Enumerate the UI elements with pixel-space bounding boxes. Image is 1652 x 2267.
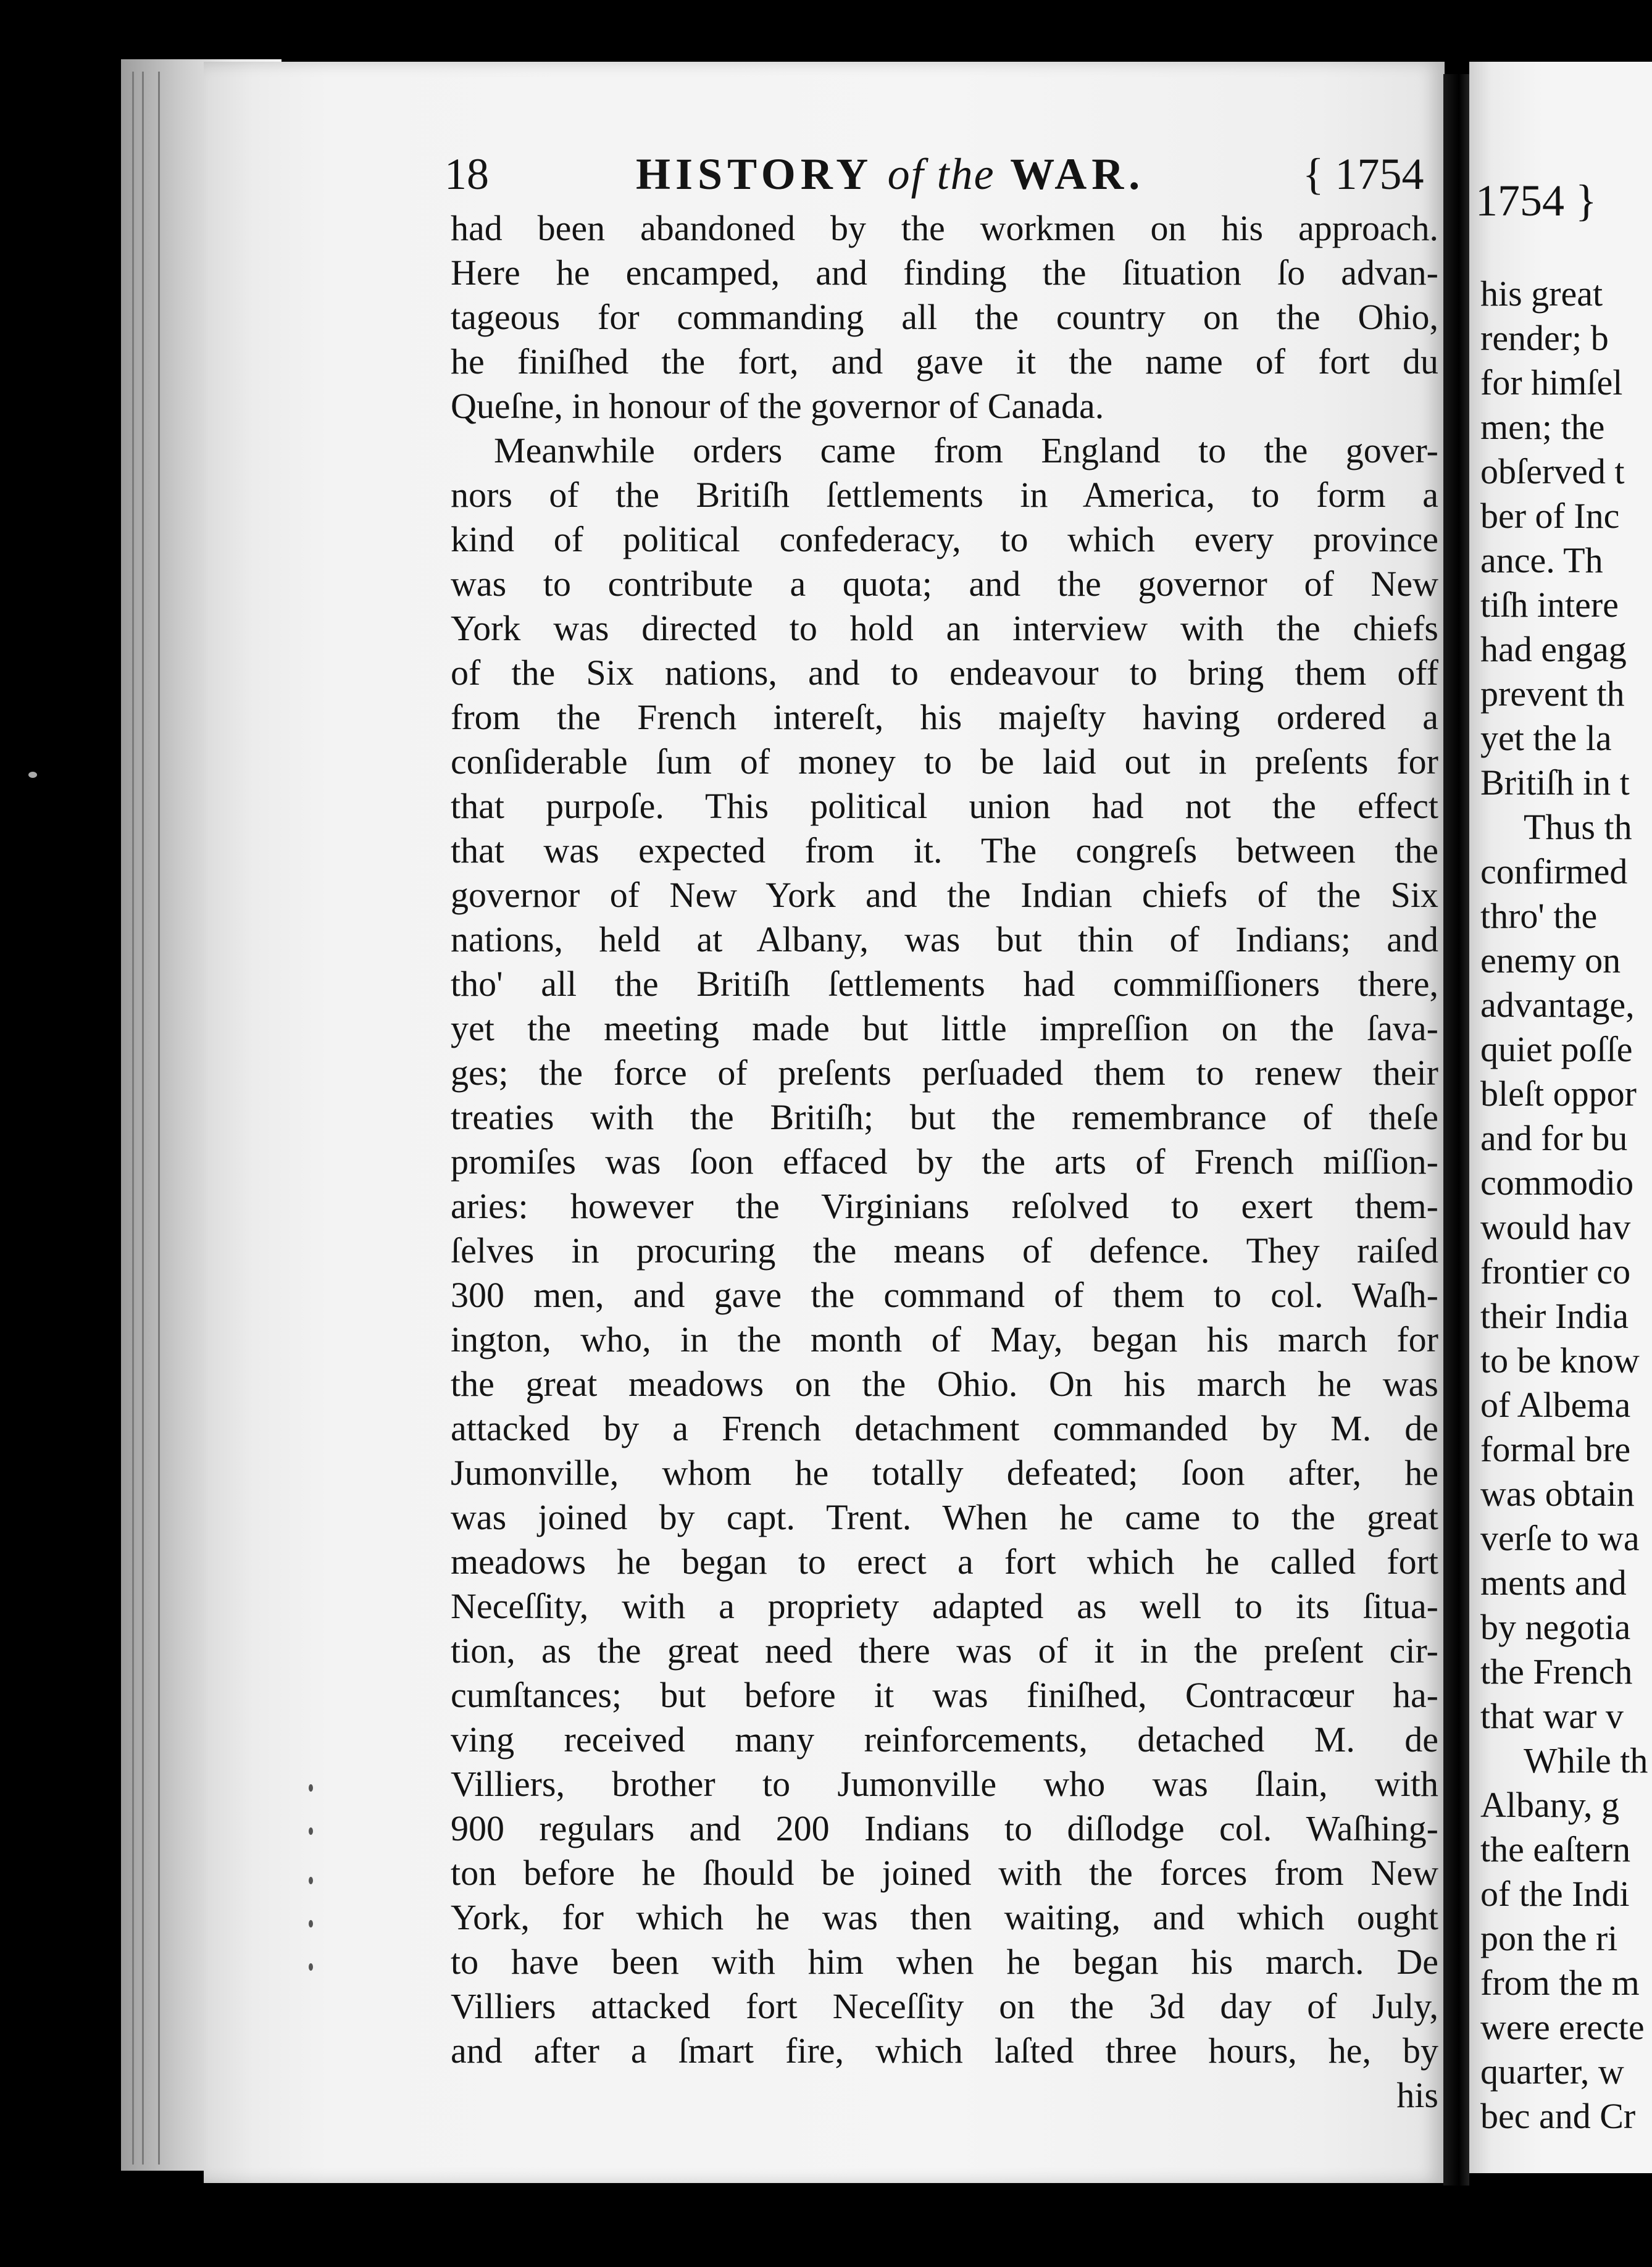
text-line: While th: [1524, 1740, 1648, 1781]
text-line: treaties with the Britiſh; but the remembrance of theſe: [451, 1097, 1438, 1137]
text-line: that purpoſe. This political union had not the effect: [451, 786, 1438, 826]
text-line: aries: however the Virginians reſolved to exert them-: [451, 1186, 1438, 1226]
margin-mark: [309, 1920, 313, 1927]
scan-speck: [28, 772, 37, 778]
text-line: that was expected from it. The congreſs between the: [451, 830, 1438, 870]
running-title-of-the: of the: [887, 149, 995, 199]
text-line: Villiers attacked fort Neceſſity on the 3d day of July,: [451, 1986, 1438, 2026]
text-line: formal bre: [1480, 1429, 1631, 1469]
text-line: Meanwhile orders came from England to the gover-: [494, 430, 1438, 470]
text-line: bleſt oppor: [1480, 1074, 1637, 1114]
text-line: had been abandoned by the workmen on his approach.: [451, 208, 1438, 248]
text-line: attacked by a French detachment commanded by M. de: [451, 1408, 1438, 1448]
text-line: from the m: [1480, 1963, 1640, 2003]
text-line: tiſh intere: [1480, 585, 1619, 625]
margin-mark: [309, 1877, 313, 1884]
margin-mark: [309, 1963, 313, 1971]
running-header: [444, 143, 1432, 205]
text-line: their India: [1480, 1296, 1629, 1336]
text-line: York, for which he was then waiting, and which ought: [451, 1897, 1438, 1937]
text-line: conſiderable ſum of money to be laid out in preſents for: [451, 741, 1438, 782]
text-line: the great meadows on the Ohio. On his march he was: [451, 1364, 1438, 1404]
right-page: [1469, 62, 1652, 2173]
text-line: ber of Inc: [1480, 496, 1620, 536]
text-line: Here he encamped, and finding the ſituation ſo advan-: [451, 253, 1438, 293]
text-line: York was directed to hold an interview with the chiefs: [451, 608, 1438, 648]
text-line: advantage,: [1480, 985, 1635, 1025]
text-line: Albany, g: [1480, 1785, 1619, 1825]
text-line: to have been with him when he began his march. De: [451, 1942, 1438, 1982]
text-line: confirmed: [1480, 851, 1628, 891]
text-line: Thus th: [1524, 807, 1632, 847]
text-line: was to contribute a quota; and the governor of New: [451, 564, 1438, 604]
text-line: enemy on: [1480, 940, 1621, 980]
text-line: Villiers, brother to Jumonville who was ſlain, with: [451, 1764, 1438, 1804]
text-line: had engag: [1480, 629, 1627, 669]
text-line: thro' the: [1480, 896, 1598, 936]
text-line: pon the ri: [1480, 1918, 1618, 1958]
text-line: of the Six nations, and to endeavour to bring them off: [451, 653, 1438, 693]
text-line: of the Indi: [1480, 1874, 1630, 1914]
text-line: his great: [1480, 273, 1603, 314]
text-line: tho' all the Britiſh ſettlements had commiſſioners there,: [451, 964, 1438, 1004]
text-line: nors of the Britiſh ſettlements in America, to form a: [451, 475, 1438, 515]
text-line: he finiſhed the fort, and gave it the name of fort du: [451, 341, 1438, 382]
text-line: quiet poſſe: [1480, 1029, 1633, 1069]
text-line: tageous for commanding all the country on the Ohio,: [451, 297, 1438, 337]
text-line: was joined by capt. Trent. When he came to the great: [451, 1497, 1438, 1537]
text-line: meadows he began to erect a fort which he called fort: [451, 1542, 1438, 1582]
text-line: render; b: [1480, 318, 1609, 358]
text-line: the French: [1480, 1651, 1633, 1692]
text-line: yet the meeting made but little impreſſion on the ſava-: [451, 1008, 1438, 1048]
text-line: ges; the force of preſents perſuaded them to renew their: [451, 1053, 1438, 1093]
text-line: quarter, w: [1480, 2052, 1624, 2092]
year-marker: { 1754: [1303, 149, 1424, 199]
text-line: 300 men, and gave the command of them to col. Waſh-: [451, 1275, 1438, 1315]
right-page-text-column: [1480, 272, 1652, 2139]
running-title: [636, 143, 1145, 205]
text-line: 900 regulars and 200 Indians to diſlodge col. Waſhing-: [451, 1808, 1438, 1848]
left-page-text-column: [451, 206, 1438, 2118]
text-line: ments and: [1480, 1563, 1627, 1603]
text-line: prevent th: [1480, 674, 1625, 714]
text-line: ance. Th: [1480, 540, 1603, 580]
text-line: by negotia: [1480, 1607, 1631, 1647]
text-line: Jumonville, whom he totally defeated; ſoon after, he: [451, 1453, 1438, 1493]
text-line: ington, who, in the month of May, began his march for: [451, 1319, 1438, 1359]
page-edge-line: [142, 72, 144, 2165]
text-line: would hav: [1480, 1207, 1631, 1247]
page-edge-line: [132, 72, 134, 2165]
page-number: 18: [444, 149, 489, 199]
text-line: obſerved t: [1480, 451, 1625, 491]
text-line: Queſne, in honour of the governor of Canada.: [451, 386, 1104, 426]
text-line: ton before he ſhould be joined with the forces from New: [451, 1853, 1438, 1893]
text-line: of Albema: [1480, 1385, 1631, 1425]
book-gutter: [1443, 74, 1469, 2186]
text-line: cumſtances; but before it was finiſhed, Contracœur ha-: [451, 1675, 1438, 1715]
text-line: was obtain: [1480, 1474, 1635, 1514]
text-line: for himſel: [1480, 362, 1623, 403]
text-line: the eaſtern: [1480, 1829, 1631, 1869]
margin-mark: [309, 1827, 313, 1835]
text-line: Britiſh in t: [1480, 762, 1630, 803]
text-line: and after a ſmart fire, which laſted three hours, he, by: [451, 2031, 1438, 2071]
running-title-war: WAR.: [1010, 149, 1145, 199]
text-line: from the French intereſt, his majeſty having ordered a: [451, 697, 1438, 737]
text-line: bec and Cr: [1480, 2096, 1636, 2136]
text-line: were erecte: [1480, 2007, 1645, 2047]
text-line: promiſes was ſoon effaced by the arts of French miſſion-: [451, 1142, 1438, 1182]
text-line: kind of political confederacy, to which every province: [451, 519, 1438, 559]
text-line: tion, as the great need there was of it in the preſent cir-: [451, 1630, 1438, 1671]
text-line: his: [1396, 2075, 1438, 2115]
text-line: and for bu: [1480, 1118, 1628, 1158]
text-line: commodio: [1480, 1163, 1634, 1203]
text-line: ſelves in procuring the means of defence. They raiſed: [451, 1230, 1438, 1271]
text-line: verſe to wa: [1480, 1518, 1640, 1558]
running-title-history: HISTORY: [636, 149, 872, 199]
text-line: to be know: [1480, 1340, 1640, 1380]
text-line: men; the: [1480, 407, 1605, 447]
text-line: ving received many reinforcements, detached M. de: [451, 1719, 1438, 1760]
text-line: yet the la: [1480, 718, 1612, 758]
page-edge-line: [158, 72, 160, 2165]
text-line: that war v: [1480, 1696, 1624, 1736]
text-line: Neceſſity, with a propriety adapted as well to its ſitua-: [451, 1586, 1438, 1626]
text-line: frontier co: [1480, 1251, 1631, 1292]
text-line: nations, held at Albany, was but thin of Indians; and: [451, 919, 1438, 959]
right-page-year-marker: 1754 }: [1475, 176, 1597, 225]
text-line: governor of New York and the Indian chiefs of the Six: [451, 875, 1438, 915]
margin-mark: [309, 1784, 313, 1792]
